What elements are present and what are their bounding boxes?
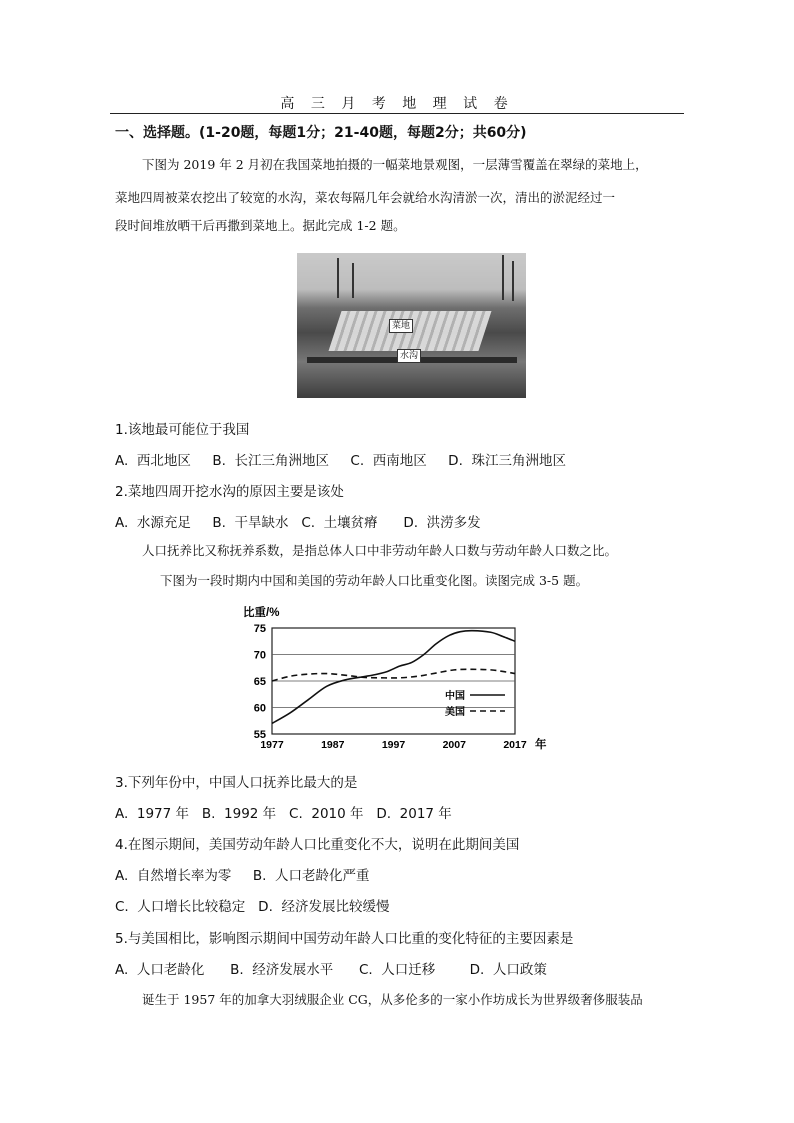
- y-tick-label: 60: [253, 702, 266, 715]
- q3-options: A. 1977 年 B. 1992 年 C. 2010 年 D. 2017 年: [115, 806, 452, 822]
- y-tick-label: 70: [253, 649, 266, 662]
- y-tick-label: 65: [253, 676, 266, 688]
- photo-label-field: 菜地: [389, 319, 413, 333]
- q1-options: A. 西北地区 B. 长江三角洲地区 C. 西南地区 D. 珠江三角洲地区: [115, 453, 566, 469]
- y-tick-label: 75: [253, 623, 266, 635]
- passage1-line1: 下图为 2019 年 2 月初在我国菜地拍摄的一幅菜地景观图，一层薄雪覆盖在翠绿的菜地上，: [142, 157, 648, 172]
- x-tick-label: 1987: [321, 739, 345, 751]
- x-tick-label: 2007: [442, 739, 466, 751]
- passage2-line2: 下图为一段时期内中国和美国的劳动年龄人口比重变化图。读图完成 3-5 题。: [160, 573, 589, 588]
- page-title: 高 三 月 考 地 理 试 卷: [280, 96, 514, 112]
- vegetable-field-photo: [297, 253, 526, 398]
- series-line-china: [272, 631, 515, 724]
- passage3-line1: 诞生于 1957 年的加拿大羽绒服企业 CG，从多伦多的一家小作坊成长为世界级奢侈服装品: [142, 992, 643, 1007]
- q1-stem: 1.该地最可能位于我国: [115, 422, 250, 438]
- x-tick-label: 2017: [503, 739, 527, 751]
- q3-stem: 3.下列年份中，中国人口抚养比最大的是: [115, 775, 358, 791]
- q4-options-row2: C. 人口增长比较稳定 D. 经济发展比较缓慢: [115, 899, 390, 915]
- header-rule: [110, 113, 684, 114]
- q2-stem: 2.菜地四周开挖水沟的原因主要是该处: [115, 484, 344, 500]
- labor-age-population-chart: [235, 598, 555, 758]
- passage1-line3: 段时间堆放晒干后再撒到菜地上。据此完成 1-2 题。: [115, 218, 406, 233]
- q4-stem: 4.在图示期间，美国劳动年龄人口比重变化不大，说明在此期间美国: [115, 837, 520, 853]
- x-tick-label: 1997: [381, 739, 406, 751]
- y-tick-label: 55: [253, 729, 266, 741]
- passage2-line1: 人口抚养比又称抚养系数，是指总体人口中非劳动年龄人口数与劳动年龄人口数之比。: [142, 543, 618, 558]
- y-axis-label: 比重/%: [243, 607, 280, 619]
- q2-options: A. 水源充足 B. 干旱缺水 C. 土壤贫瘠 D. 洪涝多发: [115, 515, 481, 531]
- section-heading: 一、选择题。(1-20题，每题1分；21-40题，每题2分；共60分): [115, 125, 527, 141]
- series-line-usa: [272, 669, 515, 681]
- legend-label: 美国: [445, 707, 465, 718]
- photo-label-ditch: 水沟: [397, 349, 421, 363]
- q5-stem: 5.与美国相比，影响图示期间中国劳动年龄人口比重的变化特征的主要因素是: [115, 931, 574, 947]
- passage1-line2: 菜地四周被菜农挖出了较宽的水沟，菜农每隔几年会就给水沟清淤一次，清出的淤泥经过一: [115, 190, 616, 205]
- q5-options: A. 人口老龄化 B. 经济发展水平 C. 人口迁移 D. 人口政策: [115, 962, 547, 978]
- q4-options-row1: A. 自然增长率为零 B. 人口老龄化严重: [115, 868, 370, 884]
- x-tick-label: 1977: [260, 739, 284, 751]
- legend-label: 中国: [445, 691, 465, 702]
- x-axis-unit: 年: [535, 739, 547, 751]
